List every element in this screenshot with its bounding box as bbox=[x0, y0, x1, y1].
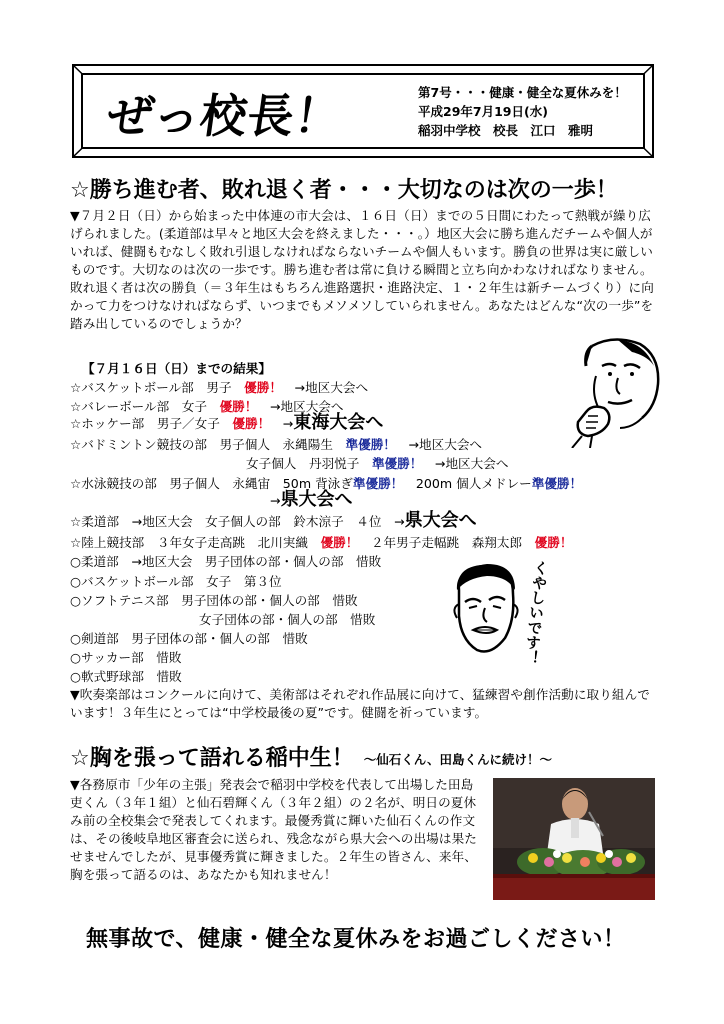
result-volleyball-girls: ☆バレーボール部 女子 優勝！ →地区大会へ bbox=[70, 399, 344, 414]
result-badminton-boys: ☆バドミントン競技の部 男子個人 永縄陽生 準優勝！ →地区大会へ bbox=[70, 437, 483, 452]
result-track: ☆陸上競技部 ３年女子走高跳 北川実織 優勝！ ２年男子走幅跳 森翔太郎 優勝！ bbox=[70, 535, 573, 550]
result-badminton-girls: 女子個人 丹羽悦子 準優勝！ →地区大会へ bbox=[246, 456, 509, 471]
confident-face-illustration bbox=[562, 336, 668, 448]
result-baseball: ○軟式野球部 惜敗 bbox=[70, 669, 182, 684]
result-softtennis-boys: ○ソフトテニス部 男子団体の部・個人の部 惜敗 bbox=[70, 593, 358, 608]
newsletter-title: ぜっ校長！ bbox=[103, 89, 346, 143]
result-soccer: ○サッカー部 惜敗 bbox=[70, 650, 182, 665]
header-frame bbox=[72, 64, 654, 158]
section2-subheading: ～仙石くん、田島くんに続け！～ bbox=[363, 752, 552, 767]
section1-intro: ▼７月２日（日）から始まった中体連の市大会は、１６日（日）までの５日間にわたって熱戦が繰り広げられました。(柔道部は早々と地区大会を終えました・・・。）地区大会に勝ち進んだチームや個人がいれば、健闘もむなしく敗れ引退しなければならないチームや個人もいます。勝負の世界は実に厳しいものです。大切なのは次の一歩です。勝ち進む者は常に負ける瞬間と立ち向かわなければなりません。敗れ退く者は次の勝負（＝３年生はもちろん進路選択・進路決定、１・２年生は新チームづくり）に向かって力をつけなければならず、いつまでもメソメソしていられません。あなたはどんな“次の一歩”を踏み出しているのでしょうか？ bbox=[70, 208, 654, 331]
result-basketball-girls: ○バスケットボール部 女子 第３位 bbox=[70, 574, 282, 589]
result-judo-girls: ☆柔道部 →地区大会 女子個人の部 鈴木涼子 ４位 →県大会へ bbox=[70, 510, 477, 531]
section1-outro: ▼吹奏楽部はコンクールに向けて、美術部はそれぞれ作品展に向けて、猛練習や創作活動に取り組んでいます！３年生にとっては“中学校最後の夏”です。健闘を祈っています。 bbox=[70, 687, 650, 720]
author-line: 稲羽中学校 校長 江口 雅明 bbox=[418, 123, 594, 138]
result-swimming: ☆水泳競技の部 男子個人 永縄宙 50m 背泳ぎ準優勝！ 200m 個人メドレー準優勝！ bbox=[70, 476, 583, 491]
result-hockey: ☆ホッケー部 男子／女子 優勝！ →東海大会へ bbox=[70, 412, 384, 433]
closing-message: 無事故で、健康・健全な夏休みをお過ごしください！ bbox=[86, 927, 626, 952]
section1-heading: ☆勝ち進む者、敗れ退く者・・・大切なのは次の一歩！ bbox=[70, 178, 618, 203]
result-judo-boys: ○柔道部 →地区大会 男子団体の部・個人の部 惜敗 bbox=[70, 554, 382, 569]
results-heading: 【７月１６日（日）までの結果】 bbox=[82, 361, 271, 376]
section2-body: ▼各務原市「少年の主張」発表会で稲羽中学校を代表して出場した田島吏くん（３年１組）と仙石碧輝くん（３年２組）の２名が、明日の夏休み前の全校集会で発表してくれます。最優秀賞に輝いた仙石くんの作文は、その後岐阜地区審査会に送られ、残念ながら県大会への出場は果たせませんでしたが、見事優秀賞に輝きました。２年生の皆さん、来年、胸を張って語るのは、あなたかも知れません！ bbox=[70, 777, 477, 882]
section2-heading: ☆胸を張って語れる稲中生！ ～仙石くん、田島くんに続け！～ bbox=[70, 746, 552, 771]
speech-photo bbox=[493, 778, 655, 900]
header-meta bbox=[418, 83, 627, 140]
result-swimming-prefecture: →県大会へ bbox=[270, 489, 353, 510]
bubble-text: くやしいです！ bbox=[521, 559, 551, 666]
result-basketball-boys: ☆バスケットボール部 男子 優勝！ →地区大会へ bbox=[70, 380, 369, 395]
date-line: 平成29年7月19日(水) bbox=[418, 104, 548, 119]
result-softtennis-girls: 女子団体の部・個人の部 惜敗 bbox=[199, 612, 376, 627]
issue-line: 第7号・・・健康・健全な夏休みを！ bbox=[418, 85, 627, 100]
result-kendo: ○剣道部 男子団体の部・個人の部 惜敗 bbox=[70, 631, 308, 646]
